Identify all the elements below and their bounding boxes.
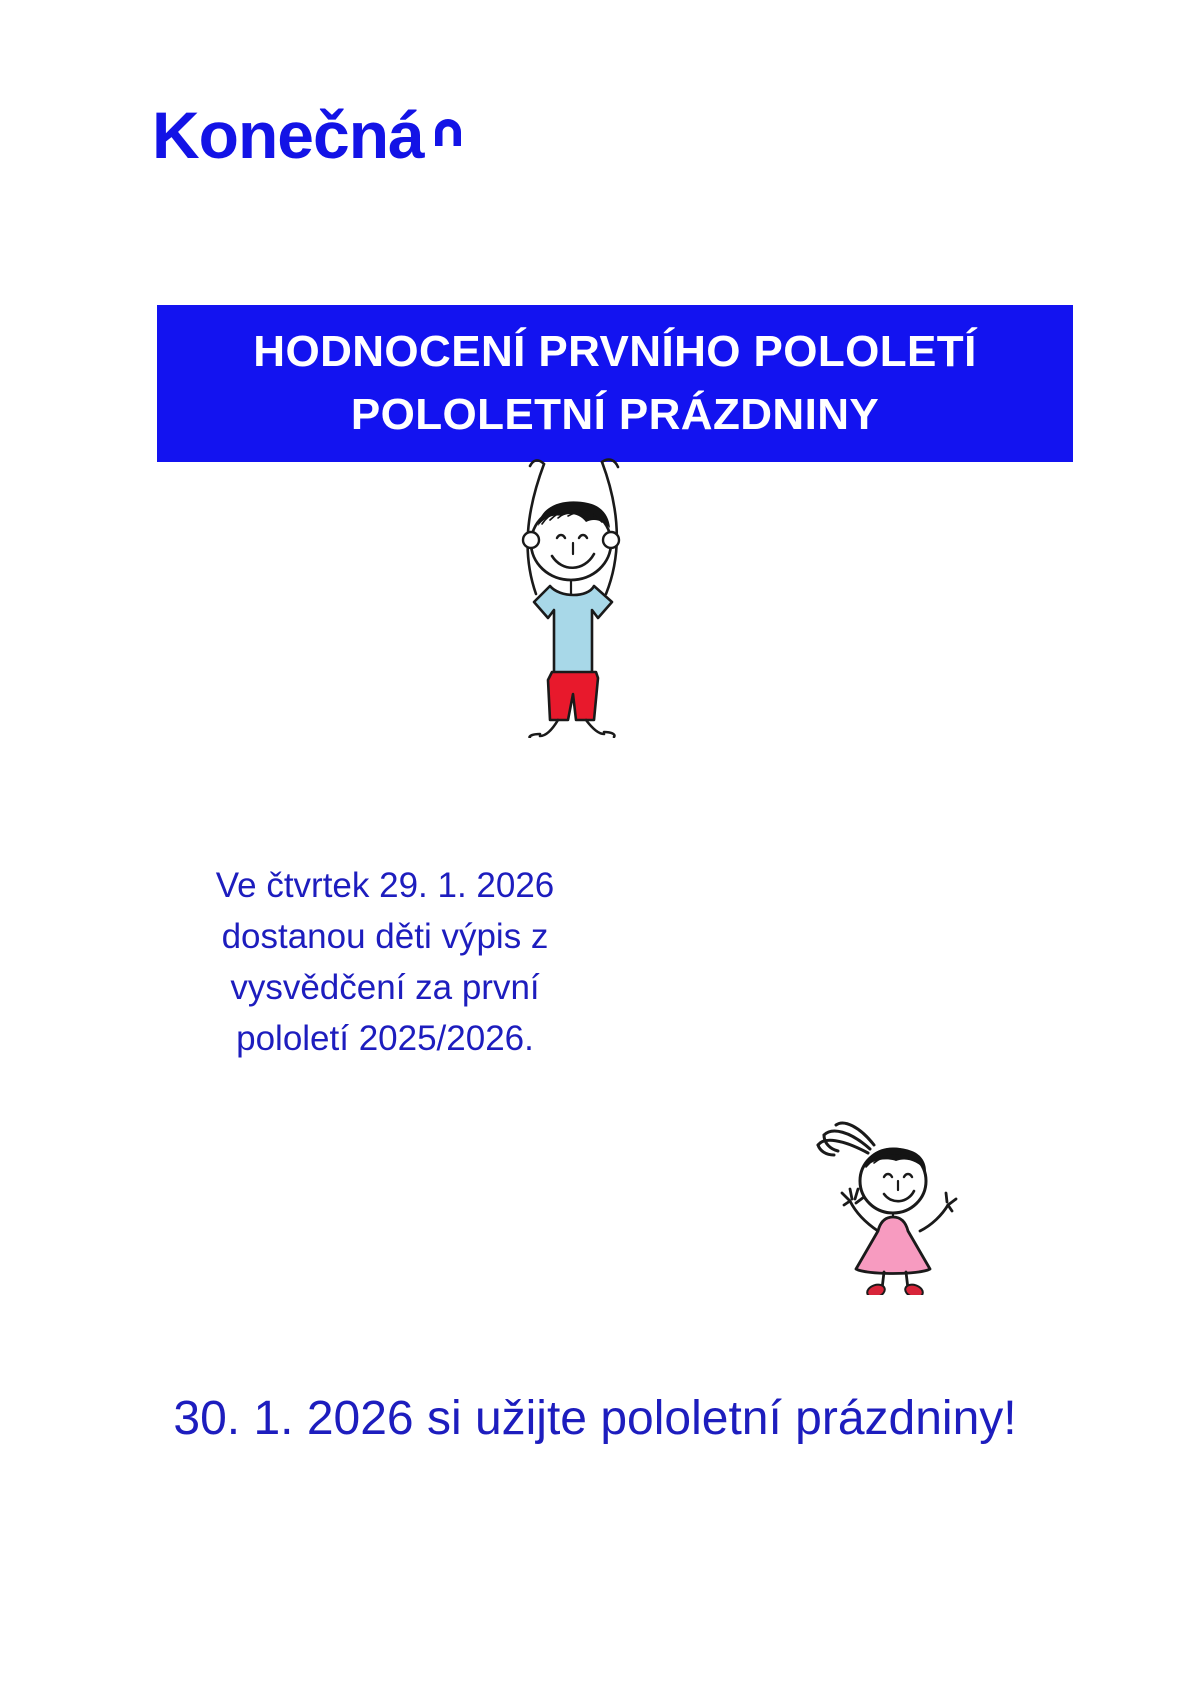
info-paragraph-line-1: Ve čtvrtek 29. 1. 2026 (215, 866, 555, 905)
title-banner (157, 305, 1073, 462)
info-paragraph-line-2: dostanou děti výpis z (221, 917, 549, 956)
boy-cheering-illustration (478, 446, 664, 738)
banner-line-1: HODNOCENÍ PRVNÍHO POLOLETÍ (253, 326, 977, 376)
info-paragraph-line-4: pololetí 2025/2026. (236, 1019, 534, 1058)
konecna-logo (152, 96, 492, 176)
boy-shirt (534, 586, 612, 674)
girl-dress (856, 1217, 930, 1274)
girl-waving-illustration (780, 1095, 960, 1295)
info-paragraph-line-3: vysvědčení za první (230, 968, 540, 1007)
girl-right-arm (920, 1193, 956, 1231)
logo-arch-icon (435, 119, 461, 146)
boy-shorts (548, 672, 598, 720)
logo-wordmark: Konečná (152, 98, 424, 172)
holiday-wish-line: 30. 1. 2026 si užijte pololetní prázdniny! (173, 1392, 1017, 1445)
info-paragraph (180, 860, 590, 1064)
girl-ponytail (818, 1123, 874, 1155)
boy-legs (540, 720, 604, 736)
banner-line-2: POLOLETNÍ PRÁZDNINY (350, 389, 880, 439)
